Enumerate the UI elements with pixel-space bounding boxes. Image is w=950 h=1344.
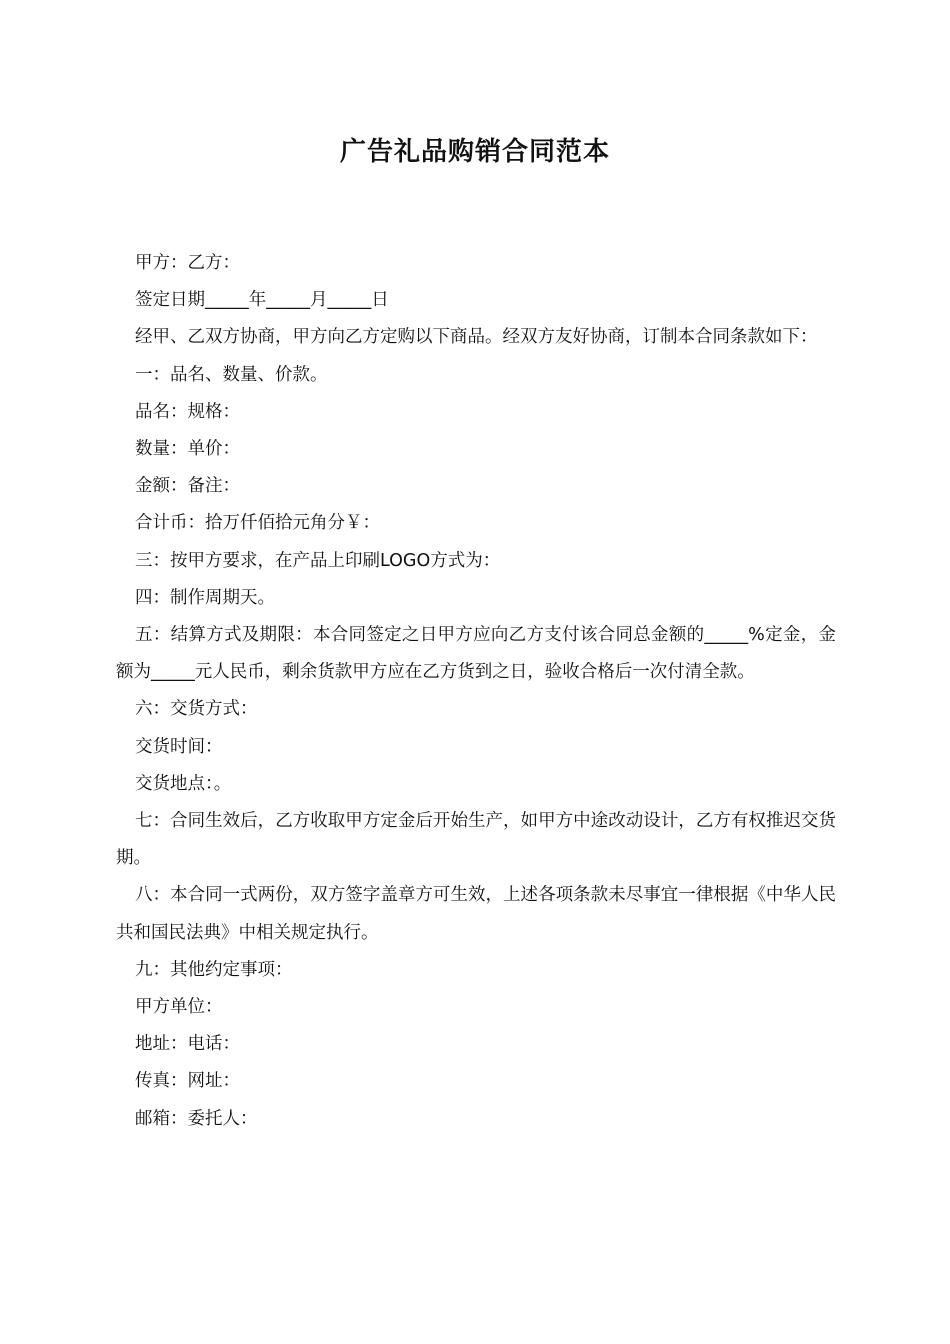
- party-a-unit-line: 甲方单位：: [135, 997, 223, 1018]
- product-name-line: 品名：规格：: [135, 401, 240, 422]
- clause-4: 四：制作周期天。: [135, 587, 275, 608]
- address-phone-line: 地址：电话：: [135, 1034, 240, 1055]
- intro-paragraph: 经甲、乙双方协商，甲方向乙方定购以下商品。经双方友好协商，订制本合同条款如下：: [135, 327, 818, 348]
- sign-date-line: 签定日期_____年_____月_____日: [135, 290, 389, 311]
- clause-3: 三：按甲方要求，在产品上印刷LOGO方式为：: [135, 550, 501, 571]
- party-line: 甲方：乙方：: [135, 253, 240, 273]
- quantity-line: 数量：单价：: [135, 439, 240, 460]
- clause-8: 八：本合同一式两份，双方签字盖章方可生效，上述各项条款未尽事宜一律根据《中华人民共和国民法典》中相关规定执行。: [116, 885, 836, 943]
- clause-9: 九：其他约定事项：: [135, 959, 293, 980]
- total-line: 合计币：拾万仟佰拾元角分￥：: [135, 513, 380, 534]
- delivery-time-line: 交货时间：: [135, 736, 223, 757]
- clause-6: 六：交货方式：: [135, 699, 258, 720]
- clause-1: 一：品名、数量、价款。: [135, 364, 328, 385]
- clause-5: 五：结算方式及期限：本合同签定之日甲方应向乙方支付该合同总金额的_____%定金，金额为_____元人民币，剩余货款甲方应在乙方货到之日，验收合格后一次付清全款。: [116, 625, 836, 683]
- fax-website-line: 传真：网址：: [135, 1071, 240, 1092]
- email-agent-line: 邮箱：委托人：: [135, 1108, 258, 1129]
- delivery-place-line: 交货地点：。: [135, 773, 232, 794]
- document-body: [116, 245, 836, 1138]
- amount-line: 金额：备注：: [135, 476, 240, 497]
- clause-7: 七：合同生效后，乙方收取甲方定金后开始生产，如甲方中途改动设计，乙方有权推迟交货期。: [116, 811, 836, 869]
- document-title: 广告礼品购销合同范本: [339, 137, 610, 167]
